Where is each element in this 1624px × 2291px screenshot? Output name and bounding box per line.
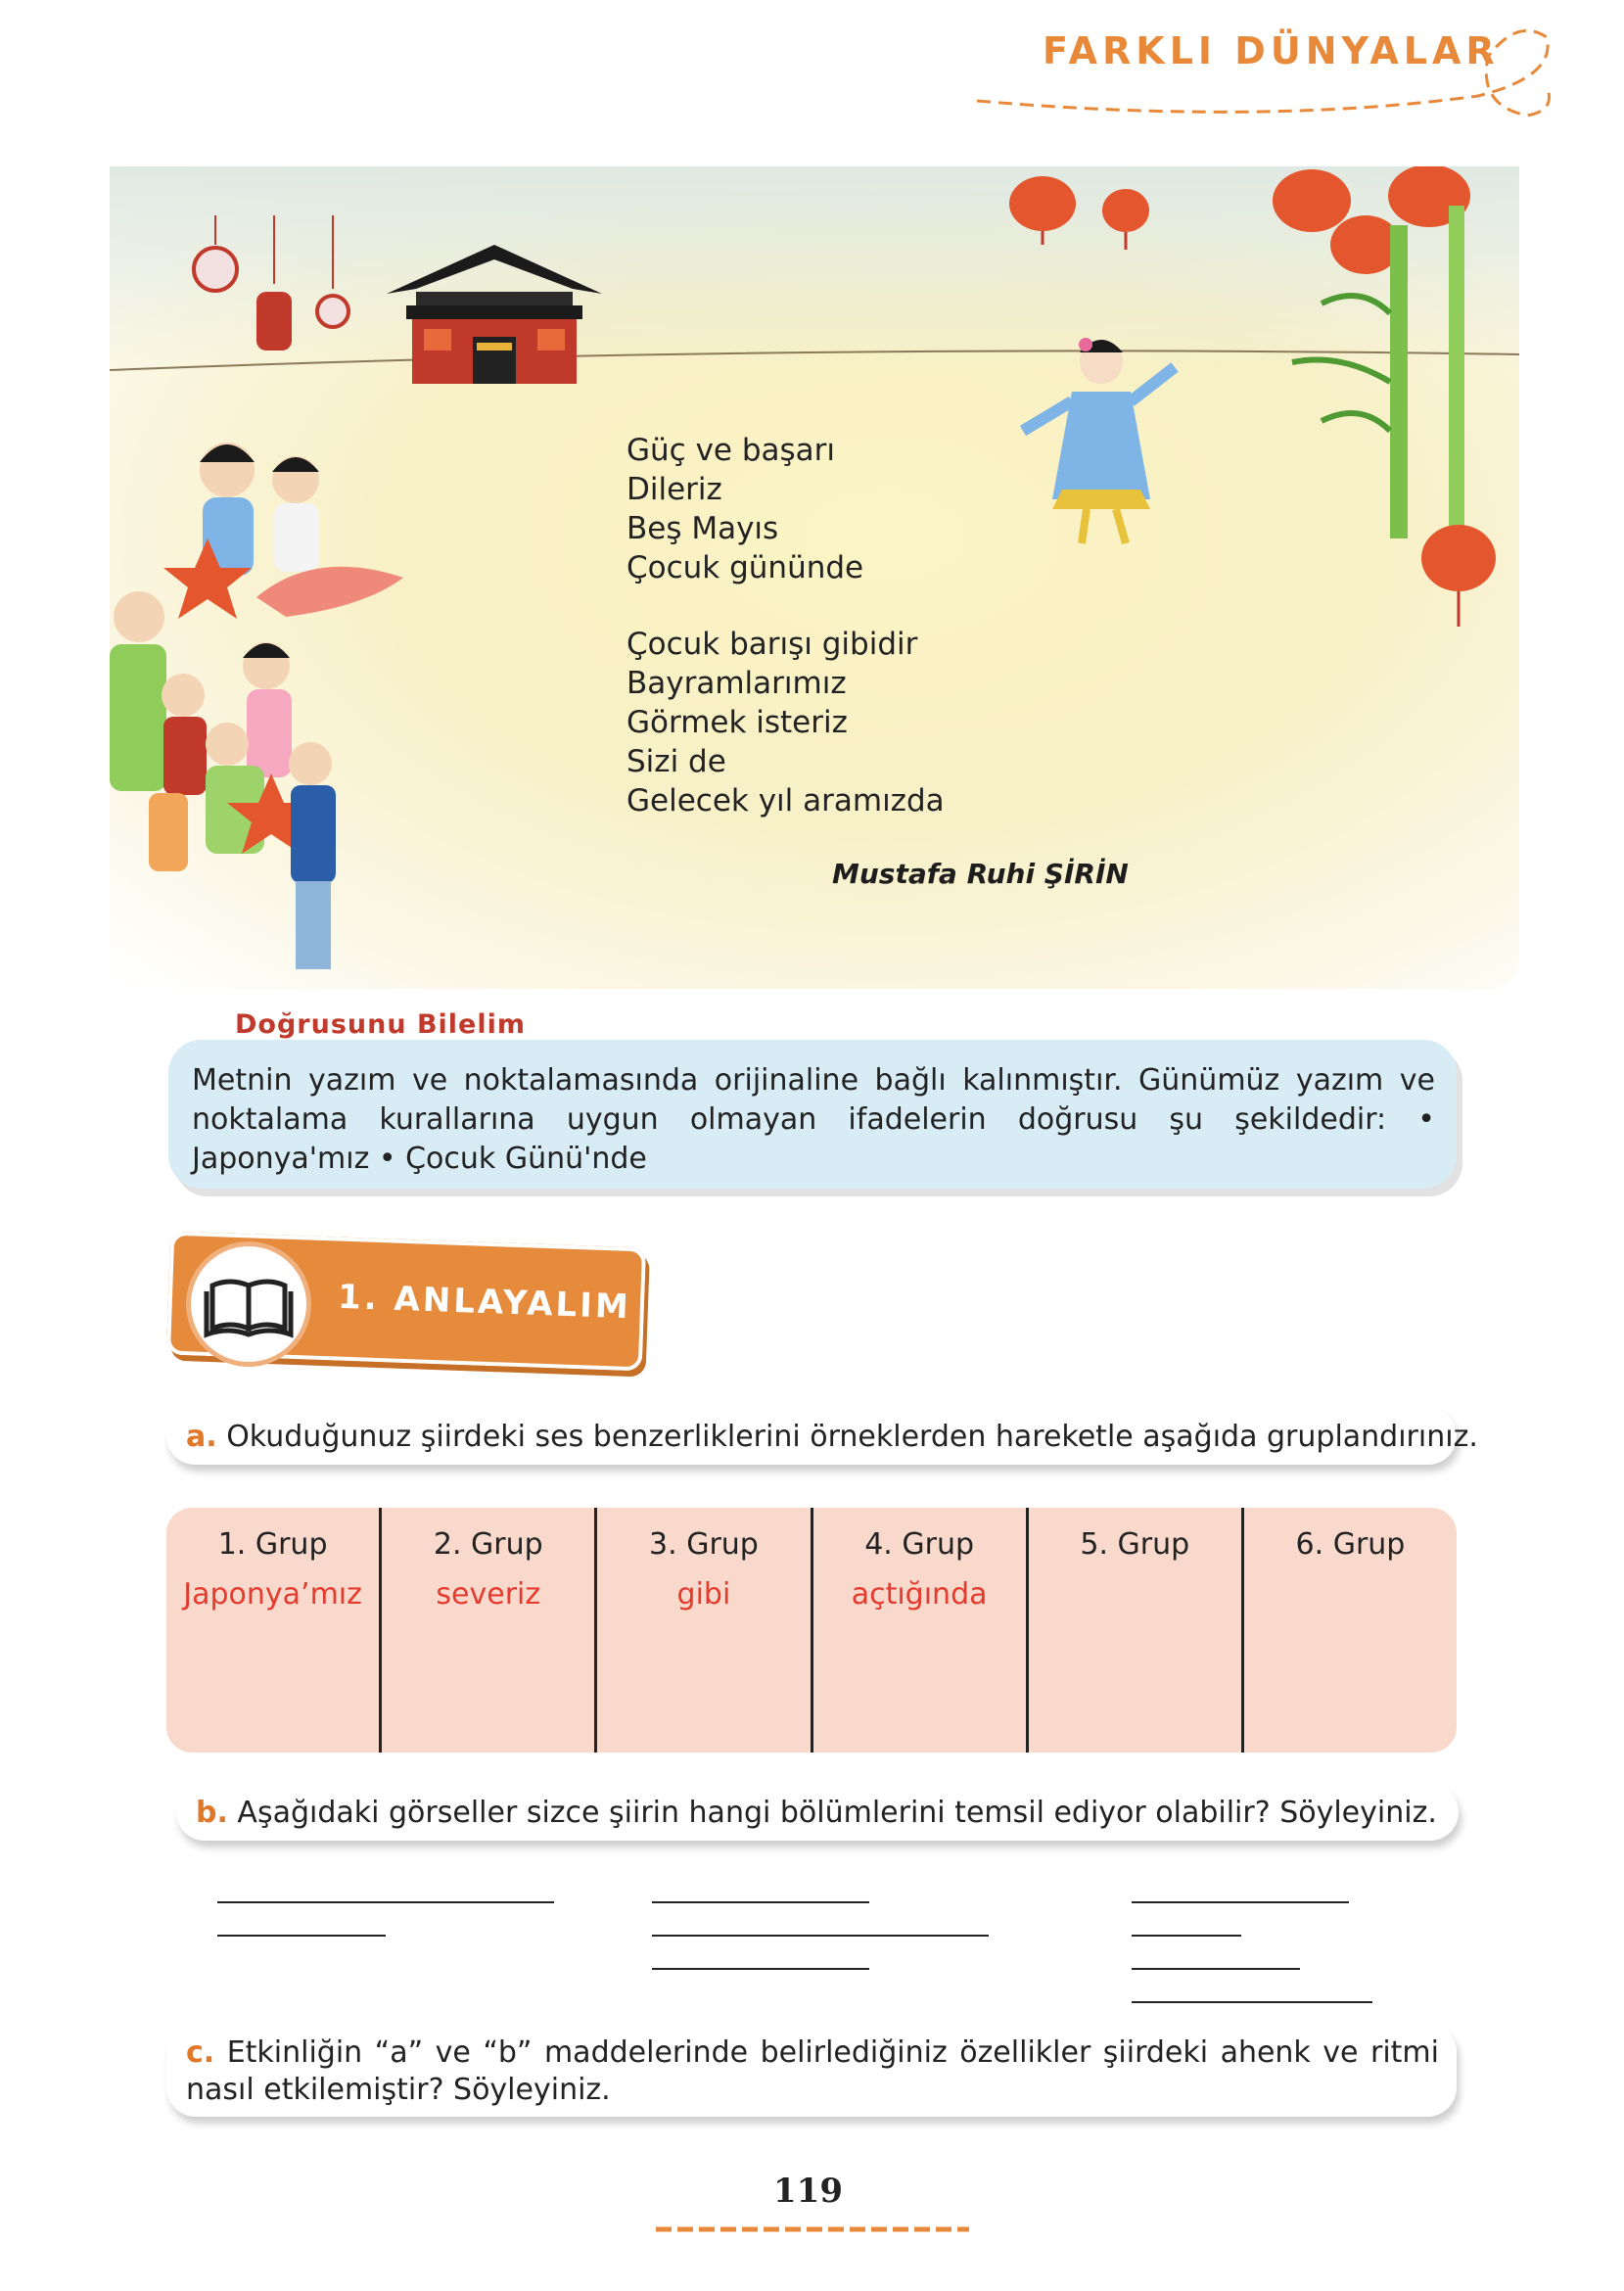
- question-b-text: Aşağıdaki görseller sizce şiirin hangi bölümlerini temsil ediyor olabilir? Söyleyiniz.: [237, 1796, 1437, 1830]
- poem-line: Güç ve başarı: [626, 433, 836, 468]
- question-a-text: Okuduğunuz şiirdeki ses benzerliklerini örneklerden hareketle aşağıda gruplandırınız.: [226, 1420, 1478, 1454]
- group-column: [811, 1508, 1026, 1753]
- group-example: açtığında: [851, 1577, 988, 1612]
- poem-stanza-1: [626, 431, 945, 587]
- header-swirl-decoration: [969, 18, 1576, 135]
- poem-line: Çocuk barışı gibidir: [626, 627, 918, 662]
- poem-line: Gelecek yıl aramızda: [626, 783, 945, 818]
- poem-line: Bayramlarımız: [626, 666, 847, 701]
- poem-line: Dileriz: [626, 472, 722, 507]
- question-a-letter: a.: [186, 1420, 217, 1454]
- group-column: [379, 1508, 594, 1753]
- group-column: [594, 1508, 810, 1753]
- left-lanterns-icon: [186, 215, 362, 382]
- group-column: [1026, 1508, 1241, 1753]
- pagoda-icon: [377, 235, 612, 392]
- book-icon-circle: [186, 1241, 311, 1367]
- children-with-lanterns-illustration: [110, 372, 403, 979]
- group-header: 3. Grup: [649, 1527, 759, 1562]
- question-a: [166, 1408, 1478, 1465]
- group-header: 5. Grup: [1080, 1527, 1190, 1562]
- answer-line[interactable]: [652, 1935, 989, 1937]
- answer-line[interactable]: [1132, 2001, 1372, 2003]
- group-header: 4. Grup: [864, 1527, 974, 1562]
- info-box: [168, 1040, 1457, 1189]
- group-header: 6. Grup: [1295, 1527, 1406, 1562]
- poem-line: Beş Mayıs: [626, 511, 779, 546]
- poem-line: Sizi de: [626, 744, 726, 779]
- page-number: 119: [773, 2172, 843, 2211]
- sound-groups-table: [166, 1508, 1457, 1753]
- open-book-icon: [191, 1246, 306, 1362]
- poem-line: Görmek isteriz: [626, 705, 848, 740]
- poem-author: Mustafa Ruhi ŞİRİN: [832, 858, 1129, 890]
- info-box-text: Metnin yazım ve noktalamasında orijinaline bağlı kalınmıştır. Günümüz yazım ve noktalama kurallarına uygun olmayan ifadelerin doğrusu şu şekildedir: • Japonya'mız • Çocuk Günü'nde: [192, 1063, 1435, 1176]
- group-example: gibi: [676, 1577, 731, 1612]
- answer-line[interactable]: [652, 1968, 869, 1970]
- question-c: [166, 2023, 1457, 2117]
- question-b: [176, 1784, 1459, 1841]
- answer-line[interactable]: [1132, 1901, 1349, 1903]
- question-c-letter: c.: [186, 2035, 215, 2070]
- section-title: 1. ANLAYALIM: [337, 1277, 632, 1328]
- poem-stanza-2: [626, 625, 945, 820]
- group-example: Japonya’mız: [183, 1577, 362, 1612]
- poem: [626, 431, 945, 858]
- page-number-underline: [656, 2222, 969, 2236]
- question-c-text: Etkinliğin “a” ve “b” maddelerinde belirlediğiniz özellikler şiirdeki ahenk ve ritmi nasıl etkilemiştir? Söyleyiniz.: [186, 2035, 1439, 2107]
- answer-line[interactable]: [652, 1901, 869, 1903]
- answer-line[interactable]: [217, 1935, 386, 1937]
- group-header: 1. Grup: [217, 1527, 328, 1562]
- answer-line[interactable]: [1132, 1935, 1241, 1937]
- info-box-title: Doğrusunu Bilelim: [235, 1009, 527, 1040]
- group-example: severiz: [436, 1577, 541, 1612]
- question-b-letter: b.: [196, 1796, 228, 1830]
- answer-line[interactable]: [1132, 1968, 1300, 1970]
- group-header: 2. Grup: [433, 1527, 543, 1562]
- unit-title: FARKLI DÜNYALAR: [1043, 29, 1500, 72]
- dancing-girl-illustration: [1003, 323, 1199, 558]
- poem-line: Çocuk gününde: [626, 550, 864, 585]
- answer-line[interactable]: [217, 1901, 554, 1903]
- group-column: [1241, 1508, 1457, 1753]
- group-column: [166, 1508, 379, 1753]
